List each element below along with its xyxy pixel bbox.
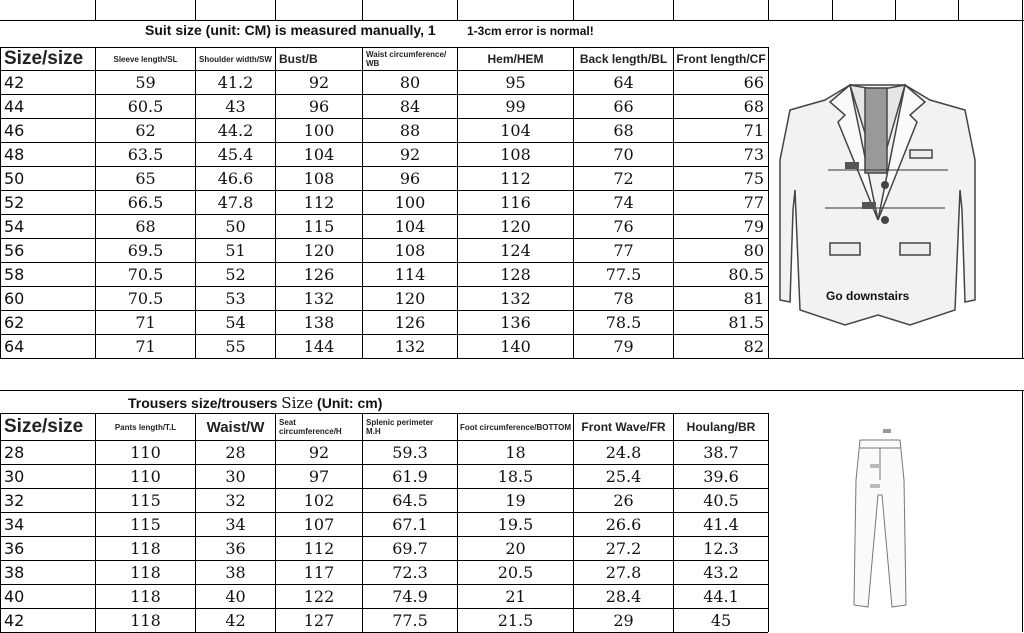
suit-value-cell: 108 bbox=[303, 169, 335, 188]
trousers-value-cell: 118 bbox=[130, 611, 161, 630]
suit-value-cell: 66 bbox=[613, 97, 634, 116]
trousers-value-cell: 118 bbox=[130, 539, 161, 558]
trousers-value-cell: 38 bbox=[225, 563, 246, 582]
trousers-value-cell: 26.6 bbox=[605, 515, 642, 534]
top-col-line bbox=[573, 0, 574, 20]
trousers-value-cell: 29 bbox=[613, 611, 634, 630]
suit-value-cell: 65 bbox=[135, 169, 156, 188]
trousers-value-cell: 59.3 bbox=[392, 443, 428, 462]
trousers-size-cell: 40 bbox=[4, 587, 25, 606]
trousers-value-cell: 115 bbox=[130, 491, 161, 510]
suit-title-text: Suit size (unit: CM) is measured manually, 1 bbox=[145, 22, 436, 38]
trousers-title-line bbox=[0, 390, 1024, 391]
trousers-size-cell: 32 bbox=[4, 491, 25, 510]
suit-value-cell: 82 bbox=[743, 337, 764, 356]
suit-value-cell: 55 bbox=[225, 337, 246, 356]
trousers-value-cell: 74.9 bbox=[392, 587, 428, 606]
suit-value-cell: 71 bbox=[135, 337, 156, 356]
suit-size-cell: 54 bbox=[4, 217, 25, 236]
trousers-size-cell: 34 bbox=[4, 515, 25, 534]
trousers-value-cell: 26 bbox=[613, 491, 634, 510]
trousers-value-cell: 30 bbox=[225, 467, 246, 486]
trousers-value-cell: 122 bbox=[303, 587, 335, 606]
suit-value-cell: 132 bbox=[500, 289, 531, 308]
suit-value-cell: 52 bbox=[225, 265, 246, 284]
suit-value-cell: 66 bbox=[743, 73, 764, 92]
suit-value-cell: 71 bbox=[743, 121, 764, 140]
trousers-header-5: Foot circumference/BOTTOM bbox=[460, 422, 571, 432]
trousers-header-2: Waist/W bbox=[206, 418, 265, 436]
suit-header-2: Shoulder width/SW bbox=[199, 54, 272, 64]
suit-title-note: 1-3cm error is normal! bbox=[467, 24, 594, 38]
trousers-value-cell: 45 bbox=[710, 611, 732, 630]
suit-value-cell: 96 bbox=[308, 97, 330, 116]
trousers-value-cell: 118 bbox=[130, 563, 161, 582]
top-col-line bbox=[275, 0, 276, 20]
trousers-value-cell: 38.7 bbox=[703, 443, 739, 462]
top-col-line bbox=[95, 0, 96, 20]
top-col-line bbox=[673, 0, 674, 20]
trousers-value-cell: 69.7 bbox=[392, 539, 428, 558]
suit-value-cell: 108 bbox=[394, 241, 426, 260]
trousers-value-cell: 64.5 bbox=[392, 491, 428, 510]
trousers-value-cell: 27.2 bbox=[605, 539, 642, 558]
suit-header-0: Size/size bbox=[4, 48, 84, 69]
suit-value-cell: 144 bbox=[303, 337, 335, 356]
trousers-size-cell: 38 bbox=[4, 563, 25, 582]
trousers-value-cell: 24.8 bbox=[605, 443, 642, 462]
trousers-value-cell: 97 bbox=[308, 467, 330, 486]
trousers-value-cell: 115 bbox=[130, 515, 161, 534]
suit-value-cell: 81.5 bbox=[728, 313, 764, 332]
suit-value-cell: 124 bbox=[500, 241, 531, 260]
trousers-size-cell: 28 bbox=[4, 443, 25, 462]
suit-value-cell: 100 bbox=[303, 121, 335, 140]
suit-value-cell: 104 bbox=[394, 217, 426, 236]
trousers-value-cell: 21 bbox=[505, 587, 526, 606]
trousers-header-3: Seat circumference/H bbox=[279, 418, 342, 436]
suit-value-cell: 44.2 bbox=[217, 121, 254, 140]
top-col-line bbox=[768, 0, 769, 20]
suit-value-cell: 84 bbox=[399, 97, 421, 116]
suit-bottom-line bbox=[768, 358, 1024, 359]
suit-row-line bbox=[0, 20, 1024, 21]
suit-value-cell: 60.5 bbox=[127, 97, 164, 116]
trousers-value-cell: 18.5 bbox=[497, 467, 534, 486]
jacket-caption: Go downstairs bbox=[826, 289, 910, 303]
suit-header-4: Waist circumference/ WB bbox=[366, 50, 447, 68]
suit-size-cell: 52 bbox=[4, 193, 25, 212]
trousers-value-cell: 118 bbox=[130, 587, 161, 606]
suit-value-cell: 46.6 bbox=[217, 169, 254, 188]
suit-value-cell: 63.5 bbox=[127, 145, 164, 164]
trousers-value-cell: 27.8 bbox=[605, 563, 642, 582]
trousers-value-cell: 12.3 bbox=[703, 539, 739, 558]
suit-value-cell: 77 bbox=[613, 241, 634, 260]
suit-header-5: Hem/HEM bbox=[487, 52, 544, 66]
suit-row-line bbox=[0, 358, 768, 359]
trousers-table-title bbox=[128, 394, 382, 412]
suit-header-7: Front length/CF bbox=[676, 52, 766, 66]
suit-value-cell: 132 bbox=[303, 289, 335, 308]
suit-size-cell: 42 bbox=[4, 73, 25, 92]
trousers-value-cell: 36 bbox=[225, 539, 246, 558]
suit-value-cell: 70.5 bbox=[127, 265, 164, 284]
suit-value-cell: 120 bbox=[303, 241, 335, 260]
suit-size-cell: 62 bbox=[4, 313, 25, 332]
trousers-value-cell: 32 bbox=[225, 491, 246, 510]
trousers-title-text: Trousers size/trousers bbox=[128, 395, 278, 411]
suit-value-cell: 104 bbox=[303, 145, 335, 164]
trousers-size-cell: 42 bbox=[4, 611, 25, 630]
suit-value-cell: 92 bbox=[399, 145, 421, 164]
suit-value-cell: 81 bbox=[743, 289, 764, 308]
trousers-value-cell: 92 bbox=[308, 443, 330, 462]
trousers-value-cell: 34 bbox=[225, 515, 246, 534]
trousers-value-cell: 20 bbox=[505, 539, 526, 558]
suit-value-cell: 138 bbox=[303, 313, 335, 332]
trousers-value-cell: 44.1 bbox=[703, 587, 739, 606]
trousers-value-cell: 117 bbox=[303, 563, 335, 582]
trousers-value-cell: 40.5 bbox=[703, 491, 739, 510]
trousers-right-border bbox=[1022, 390, 1023, 632]
suit-value-cell: 114 bbox=[394, 265, 426, 284]
suit-value-cell: 104 bbox=[500, 121, 531, 140]
trousers-value-cell: 21.5 bbox=[497, 611, 534, 630]
trousers-size-cell: 36 bbox=[4, 539, 25, 558]
suit-size-cell: 48 bbox=[4, 145, 25, 164]
suit-size-cell: 58 bbox=[4, 265, 25, 284]
suit-value-cell: 47.8 bbox=[217, 193, 254, 212]
suit-value-cell: 51 bbox=[225, 241, 246, 260]
suit-value-cell: 79 bbox=[743, 217, 764, 236]
suit-value-cell: 112 bbox=[303, 193, 335, 212]
trousers-value-cell: 127 bbox=[303, 611, 335, 630]
trousers-value-cell: 42 bbox=[225, 611, 246, 630]
suit-value-cell: 66.5 bbox=[127, 193, 164, 212]
trousers-value-cell: 20.5 bbox=[497, 563, 534, 582]
suit-value-cell: 68 bbox=[135, 217, 156, 236]
suit-header-1: Sleeve length/SL bbox=[113, 54, 178, 64]
top-col-line bbox=[195, 0, 196, 20]
suit-value-cell: 70 bbox=[613, 145, 634, 164]
suit-value-cell: 45.4 bbox=[217, 145, 254, 164]
trousers-title-unit: (Unit: cm) bbox=[317, 395, 383, 411]
suit-size-cell: 46 bbox=[4, 121, 25, 140]
suit-value-cell: 96 bbox=[399, 169, 421, 188]
suit-value-cell: 71 bbox=[135, 313, 156, 332]
suit-value-cell: 115 bbox=[303, 217, 335, 236]
trousers-value-cell: 61.9 bbox=[392, 467, 428, 486]
suit-value-cell: 74 bbox=[613, 193, 634, 212]
trousers-value-cell: 67.1 bbox=[392, 515, 428, 534]
suit-value-cell: 80.5 bbox=[728, 265, 764, 284]
suit-value-cell: 88 bbox=[399, 121, 421, 140]
suit-value-cell: 75 bbox=[743, 169, 764, 188]
suit-value-cell: 108 bbox=[500, 145, 531, 164]
suit-value-cell: 95 bbox=[505, 73, 526, 92]
suit-value-cell: 128 bbox=[500, 265, 531, 284]
suit-value-cell: 140 bbox=[500, 337, 531, 356]
suit-value-cell: 92 bbox=[308, 73, 330, 92]
suit-size-cell: 64 bbox=[4, 337, 25, 356]
trousers-value-cell: 102 bbox=[303, 491, 335, 510]
suit-value-cell: 78 bbox=[613, 289, 634, 308]
suit-value-cell: 126 bbox=[394, 313, 426, 332]
trousers-value-cell: 41.4 bbox=[703, 515, 739, 534]
trousers-value-cell: 110 bbox=[130, 467, 161, 486]
suit-value-cell: 62 bbox=[135, 121, 156, 140]
suit-value-cell: 54 bbox=[225, 313, 246, 332]
suit-value-cell: 41.2 bbox=[217, 73, 254, 92]
suit-value-cell: 43 bbox=[225, 97, 246, 116]
trousers-header-6: Front Wave/FR bbox=[581, 420, 666, 434]
suit-value-cell: 68 bbox=[613, 121, 634, 140]
suit-value-cell: 136 bbox=[500, 313, 531, 332]
suit-value-cell: 78.5 bbox=[605, 313, 642, 332]
trousers-header-0: Size/size bbox=[4, 416, 84, 437]
suit-value-cell: 80 bbox=[743, 241, 764, 260]
trousers-value-cell: 18 bbox=[505, 443, 526, 462]
trousers-title-size: Size bbox=[281, 394, 314, 412]
top-col-line bbox=[958, 0, 959, 20]
suit-value-cell: 120 bbox=[500, 217, 531, 236]
suit-value-cell: 53 bbox=[225, 289, 246, 308]
suit-value-cell: 59 bbox=[135, 73, 156, 92]
trousers-value-cell: 77.5 bbox=[392, 611, 428, 630]
trousers-value-cell: 19 bbox=[505, 491, 526, 510]
top-col-line bbox=[1022, 0, 1023, 20]
suit-value-cell: 126 bbox=[303, 265, 335, 284]
suit-value-cell: 99 bbox=[505, 97, 526, 116]
top-col-line bbox=[832, 0, 833, 20]
suit-size-cell: 44 bbox=[4, 97, 25, 116]
trousers-value-cell: 43.2 bbox=[703, 563, 739, 582]
suit-value-cell: 77.5 bbox=[605, 265, 642, 284]
trousers-value-cell: 39.6 bbox=[703, 467, 739, 486]
top-col-line bbox=[457, 0, 458, 20]
suit-value-cell: 76 bbox=[613, 217, 634, 236]
trousers-header-4: Splenic perimeter M.H bbox=[366, 418, 434, 436]
suit-value-cell: 132 bbox=[394, 337, 426, 356]
jacket-image bbox=[770, 70, 985, 340]
top-col-line bbox=[362, 0, 363, 20]
trousers-header-1: Pants length/T.L bbox=[114, 422, 177, 432]
suit-value-cell: 72 bbox=[613, 169, 634, 188]
suit-value-cell: 68 bbox=[743, 97, 764, 116]
trousers-icon bbox=[840, 420, 920, 620]
suit-value-cell: 73 bbox=[743, 145, 764, 164]
trousers-value-cell: 28 bbox=[225, 443, 246, 462]
suit-value-cell: 69.5 bbox=[127, 241, 164, 260]
suit-value-cell: 80 bbox=[399, 73, 421, 92]
suit-value-cell: 120 bbox=[394, 289, 426, 308]
trousers-image bbox=[840, 420, 920, 620]
trousers-header-7: Houlang/BR bbox=[686, 420, 756, 434]
suit-value-cell: 50 bbox=[225, 217, 246, 236]
suit-col-line bbox=[768, 47, 769, 358]
trousers-value-cell: 25.4 bbox=[605, 467, 642, 486]
suit-value-cell: 116 bbox=[500, 193, 531, 212]
suit-table-title bbox=[145, 22, 436, 38]
trousers-value-cell: 40 bbox=[225, 587, 246, 606]
suit-value-cell: 112 bbox=[500, 169, 531, 188]
suit-value-cell: 100 bbox=[394, 193, 426, 212]
suit-value-cell: 77 bbox=[743, 193, 764, 212]
suit-jacket-icon bbox=[770, 70, 985, 340]
suit-size-cell: 50 bbox=[4, 169, 25, 188]
trousers-value-cell: 28.4 bbox=[605, 587, 642, 606]
trousers-col-line bbox=[768, 413, 769, 632]
suit-size-cell: 60 bbox=[4, 289, 25, 308]
top-col-line bbox=[895, 0, 896, 20]
trousers-value-cell: 112 bbox=[303, 539, 335, 558]
trousers-value-cell: 19.5 bbox=[497, 515, 534, 534]
trousers-value-cell: 72.3 bbox=[392, 563, 428, 582]
suit-header-6: Back length/BL bbox=[579, 52, 668, 66]
suit-value-cell: 64 bbox=[613, 73, 634, 92]
suit-header-3: Bust/B bbox=[279, 52, 318, 66]
trousers-value-cell: 107 bbox=[303, 515, 335, 534]
trousers-value-cell: 110 bbox=[130, 443, 161, 462]
trousers-size-cell: 30 bbox=[4, 467, 25, 486]
suit-size-cell: 56 bbox=[4, 241, 25, 260]
suit-value-cell: 70.5 bbox=[127, 289, 164, 308]
suit-right-border bbox=[1022, 20, 1023, 358]
suit-value-cell: 79 bbox=[613, 337, 634, 356]
